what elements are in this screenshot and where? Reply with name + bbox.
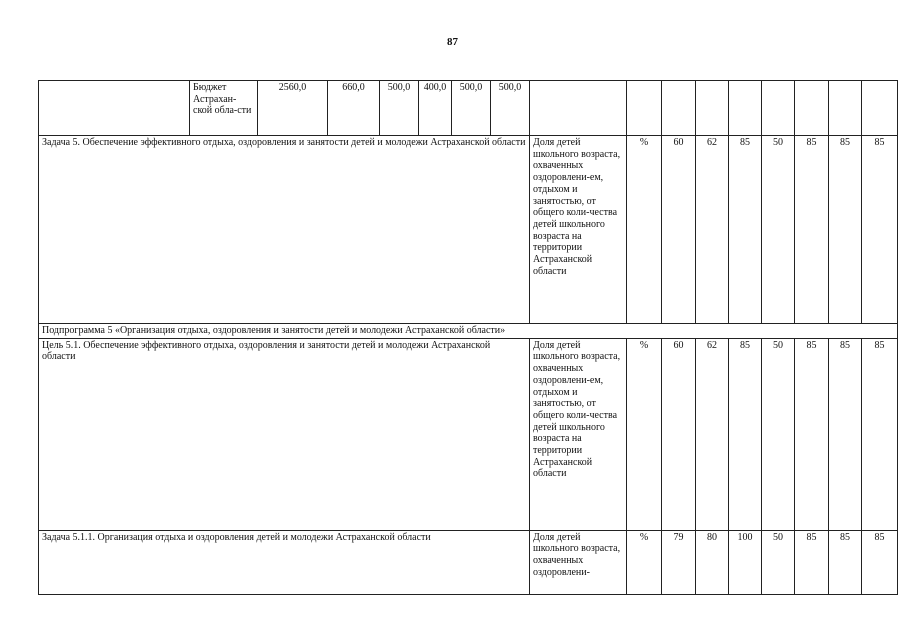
task511-indicator-cell: Доля детей школьного возраста, охваченных оздоровлени- <box>530 530 627 594</box>
goal51-value-4: 50 <box>762 338 795 530</box>
table-row-task5 <box>39 136 898 324</box>
empty-cell <box>729 81 762 136</box>
program-table <box>38 80 898 595</box>
table-row-task511 <box>39 530 898 594</box>
empty-cell <box>696 81 729 136</box>
empty-cell <box>829 81 862 136</box>
budget-value-total: 2560,0 <box>258 81 328 136</box>
task511-title-cell: Задача 5.1.1. Организация отдыха и оздоровления детей и молодежи Астраханской области <box>39 530 530 594</box>
task511-value-7: 85 <box>862 530 898 594</box>
table-row-subprogram5 <box>39 324 898 339</box>
budget-value-3: 400,0 <box>419 81 452 136</box>
task5-value-1: 60 <box>662 136 696 324</box>
budget-source-cell: Бюджет Астрахан-ской обла-сти <box>190 81 258 136</box>
task5-title-cell: Задача 5. Обеспечение эффективного отдыха, оздоровления и занятости детей и молодежи Астраханской области <box>39 136 530 324</box>
subprogram5-title-cell: Подпрограмма 5 «Организация отдыха, оздоровления и занятости детей и молодежи Астраханской области» <box>39 324 898 339</box>
task511-unit-cell: % <box>627 530 662 594</box>
empty-cell <box>627 81 662 136</box>
goal51-title-cell: Цель 5.1. Обеспечение эффективного отдыха, оздоровления и занятости детей и молодежи Астраханской области <box>39 338 530 530</box>
goal51-value-1: 60 <box>662 338 696 530</box>
task5-value-5: 85 <box>795 136 829 324</box>
goal51-unit-cell: % <box>627 338 662 530</box>
task5-value-6: 85 <box>829 136 862 324</box>
task5-value-4: 50 <box>762 136 795 324</box>
task5-value-3: 85 <box>729 136 762 324</box>
task5-indicator-cell: Доля детей школьного возраста, охваченных оздоровлени-ем, отдыхом и занятостью, от общего коли-чества детей школьного возраста на территории Астраханской области <box>530 136 627 324</box>
task511-value-6: 85 <box>829 530 862 594</box>
empty-cell <box>795 81 829 136</box>
budget-value-5: 500,0 <box>491 81 530 136</box>
empty-cell <box>762 81 795 136</box>
goal51-value-2: 62 <box>696 338 729 530</box>
task5-value-7: 85 <box>862 136 898 324</box>
program-table-sheet <box>38 80 884 595</box>
table-row-budget <box>39 81 898 136</box>
task5-unit-cell: % <box>627 136 662 324</box>
budget-value-4: 500,0 <box>452 81 491 136</box>
task5-value-2: 62 <box>696 136 729 324</box>
empty-cell <box>39 81 190 136</box>
task511-value-3: 100 <box>729 530 762 594</box>
budget-value-2: 500,0 <box>380 81 419 136</box>
task511-value-5: 85 <box>795 530 829 594</box>
empty-cell <box>662 81 696 136</box>
page-number: 87 <box>447 36 458 48</box>
task511-value-4: 50 <box>762 530 795 594</box>
goal51-value-7: 85 <box>862 338 898 530</box>
empty-cell <box>862 81 898 136</box>
goal51-value-5: 85 <box>795 338 829 530</box>
task511-value-1: 79 <box>662 530 696 594</box>
goal51-indicator-cell: Доля детей школьного возраста, охваченных оздоровлени-ем, отдыхом и занятостью, от общего коли-чества детей школьного возраста на территории Астраханской области <box>530 338 627 530</box>
goal51-value-3: 85 <box>729 338 762 530</box>
table-row-goal51 <box>39 338 898 530</box>
empty-cell <box>530 81 627 136</box>
goal51-value-6: 85 <box>829 338 862 530</box>
budget-value-1: 660,0 <box>328 81 380 136</box>
task511-value-2: 80 <box>696 530 729 594</box>
